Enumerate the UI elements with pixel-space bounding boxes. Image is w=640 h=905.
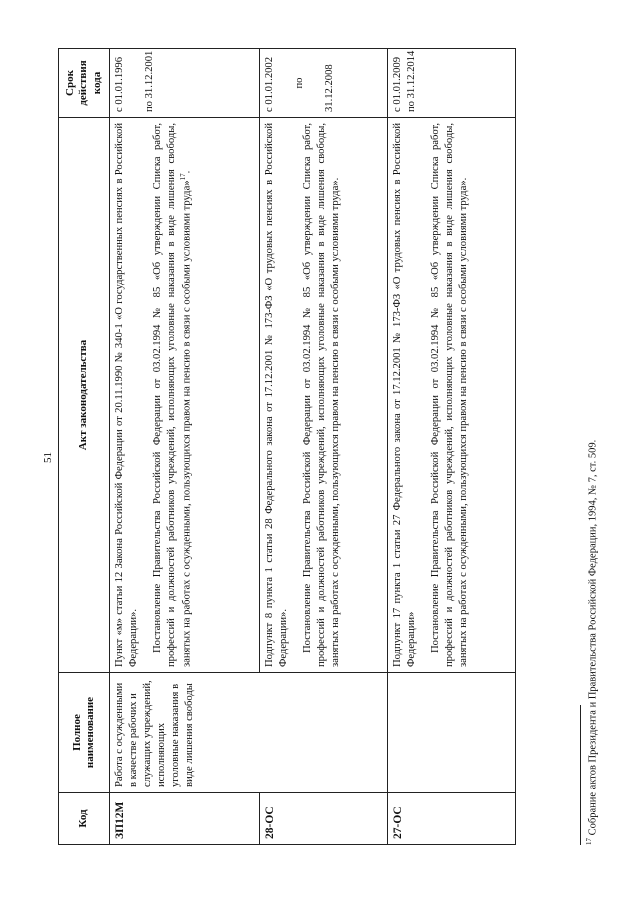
act-text: Постановление Правительства Российской Федерации от 03.02.1994 № 85 «Об утверждении Списка работ, профессий и должностей работников учреждений, исполняющих уголовные наказания в виде лишения свободы, занятых на работах с осужденными, пользующихся правом на пенсию в связи с особыми условиями труда»: [151, 123, 193, 667]
footnote-mark: 17: [585, 838, 593, 845]
row-period: [110, 49, 260, 118]
page-number: 51: [42, 452, 54, 463]
act-paragraph: Постановление Правительства Российской Федерации от 03.02.1994 № 85 «Об утверждении Списка работ, профессий и должностей работников учреждений, исполняющих уголовные наказания в виде лишения свободы, занятых на работах с осужденными, пользующихся правом на пенсию в связи с особыми условиями труда».: [301, 123, 341, 667]
row-name: Работа с осужденными в качестве рабочих и служащих учреждений, исполняющих уголовные наказания в виде лишения свободы: [110, 673, 388, 793]
table-row: [388, 49, 516, 845]
row-code: 28-ОС: [260, 793, 388, 845]
period-from: с 01.01.2009: [392, 56, 403, 112]
footnote: [585, 440, 599, 845]
header-name: Полное наименование: [59, 673, 110, 793]
table-header-row: [59, 49, 110, 845]
header-code: Код: [59, 793, 110, 845]
row-act: [260, 118, 388, 673]
legislation-table: [58, 48, 516, 845]
footnote-ref: 17: [178, 173, 187, 181]
act-paragraph: Пункт «м» статьи 12 Закона Российской Федерации от 20.11.1990 № 340-1 «О государственных пенсиях в Российской Федерации».: [114, 123, 139, 667]
period-to: 31.12.2008: [323, 64, 335, 112]
row-act: [388, 118, 516, 673]
period-from: с 01.01.1996: [114, 56, 125, 112]
row-period: [388, 49, 516, 118]
period-from: с 01.01.2002: [264, 56, 275, 112]
footnote-text: Собрание актов Президента и Правительства Российской Федерации, 1994, № 7, ст. 509.: [587, 439, 599, 838]
row-code: 27-ОС: [388, 793, 516, 845]
row-name: [388, 673, 516, 793]
act-paragraph: Подпункт 8 пункта 1 статьи 28 Федерального закона от 17.12.2001 № 173-ФЗ «О трудовых пенсиях в Российской Федерации».: [264, 123, 289, 667]
row-act: [110, 118, 260, 673]
period-to: по 31.12.2014: [405, 50, 417, 112]
row-period: [260, 49, 388, 118]
footnote-divider: [580, 705, 581, 845]
act-paragraph: [151, 123, 194, 667]
row-code: ЗП12М: [110, 793, 260, 845]
table-row: [110, 49, 260, 845]
act-paragraph: Постановление Правительства Российской Федерации от 03.02.1994 № 85 «Об утверждении Списка работ, профессий и должностей работников учреждений, исполняющих уголовные наказания в виде лишения свободы, занятых на работах с осужденными, пользующихся правом на пенсию в связи с особыми условиями труда».: [429, 123, 469, 667]
period-to: по 31.12.2001: [143, 50, 155, 112]
header-period: Срок действия кода: [59, 49, 110, 118]
act-period: .: [181, 170, 193, 174]
header-act: Акт законодательства: [59, 118, 110, 673]
act-paragraph: Подпункт 17 пункта 1 статьи 27 Федерального закона от 17.12.2001 № 173-ФЗ «О трудовых пенсиях в Российской Федерации»: [392, 123, 417, 667]
period-mid: по: [293, 77, 305, 89]
